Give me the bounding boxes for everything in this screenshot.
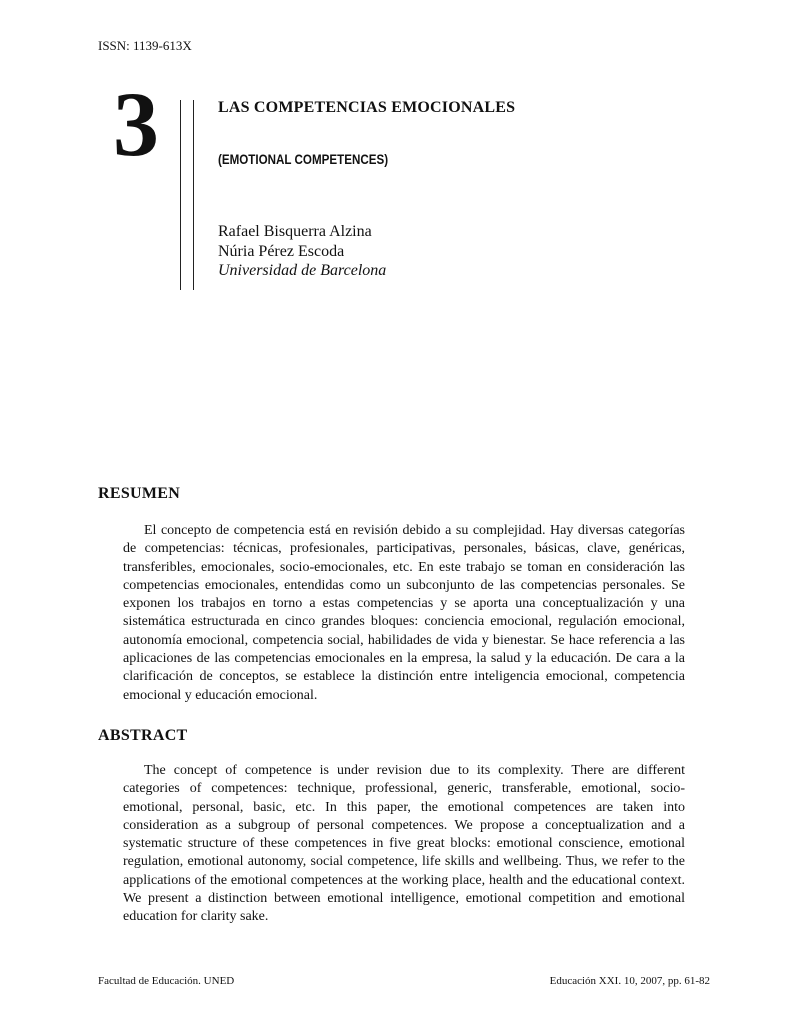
chapter-subtitle: (EMOTIONAL COMPETENCES) (218, 152, 389, 167)
author-name: Núria Pérez Escoda (218, 242, 345, 260)
author-affiliation: Universidad de Barcelona (218, 262, 387, 279)
abstract-paragraph: The concept of competence is under revision due to its complexity. There are different categories of competences: technique, professional, generic, transferable, emotional, socio-emotional, personal, basic, etc. In this paper, the emotional competences are taken into consideration as a subgroup of personal competences. We propose a conceptualization and a systematic structure of these competences in five great blocks: emotional conscience, emotional regulation, emotional autonomy, social competence, life skills and wellbeing. Thus, we refer to the applications of the emotional competences at the working place, health and the educational context. We present a distinction between emotional intelligence, emotional competition and emotional education for clarity sake. (123, 763, 685, 925)
chapter-number: 3 (113, 73, 157, 175)
divider-line-left (180, 100, 181, 290)
footer-citation: Educación XXI. 10, 2007, pp. 61-82 (549, 975, 710, 987)
author-block (218, 222, 386, 281)
chapter-title: LAS COMPETENCIAS EMOCIONALES (218, 99, 516, 116)
resumen-heading: RESUMEN (98, 485, 181, 502)
abstract-heading: ABSTRACT (98, 727, 188, 744)
issn-label: ISSN: 1139-613X (98, 38, 192, 53)
footer-institution: Facultad de Educación. UNED (98, 975, 235, 987)
author-name: Rafael Bisquerra Alzina (218, 223, 372, 240)
resumen-paragraph: El concepto de competencia está en revisión debido a su complejidad. Hay diversas categorías de competencias: técnicas, profesionales, participativas, personales, básicas, clave, genéricas, transferibles, emocionales, socio-emocionales, etc. En este trabajo se toman en consideración las competencias emocionales, entendidas como un subconjunto de las competencias personales. Se exponen los trabajos en torno a estas competencias y se aporta una conceptualización y una sistemática estructurada en cinco grandes bloques: conciencia emocional, regulación emocional, autonomía emocional, competencia social, habilidades de vida y bienestar. Se hace referencia a las aplicaciones de las competencias emocionales en la empresa, la salud y la educación. De cara a la clarificación de conceptos, se establece la distinción entre inteligencia emocional, competencia emocional y educación emocional. (123, 523, 685, 703)
divider-line-right (193, 100, 194, 290)
